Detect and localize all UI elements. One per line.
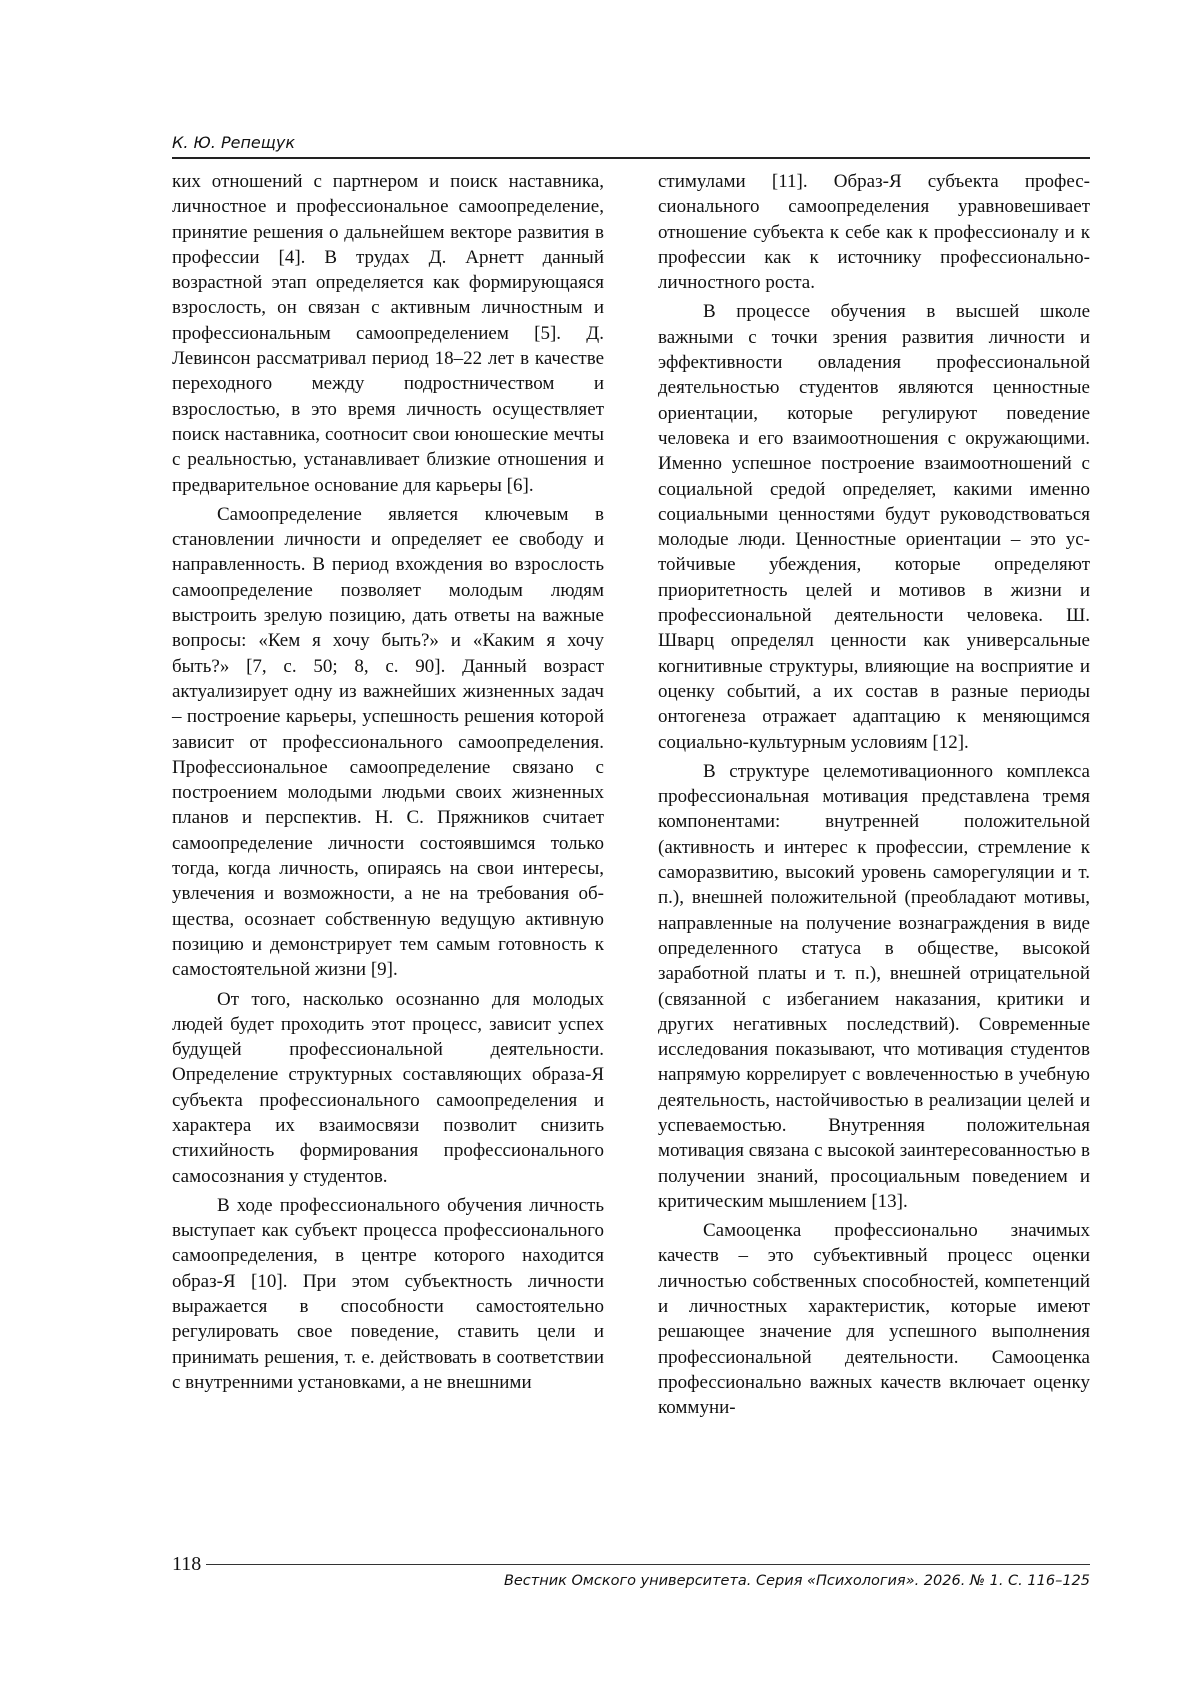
right-paragraph-3: В структуре целемотивационного комплекса профессиональная мотивация представлена тремя компонентами: внутренней положительной (активность и интерес к профессии, стремление к саморазвитию, высокий уровень саморегуляции и т. п.), внешней положительной (преобладают мотивы, направленные на получение вознаграждения в виде определенного статуса в обществе, высокой заработной платы и т. п.), внешней отрицательной (связанной с избеганием наказания, критики и других негативных последствий). Современные исследования показывают, что мотивация студентов напрямую коррелирует с вовлеченностью в учебную деятельность, настойчивостью в реализации целей и успеваемостью. Внутренняя положительная мотивация связана с высокой заинтересованностью в получении знаний, просоциальным поведением и критическим мышлением [13]. <box>658 760 1090 1212</box>
right-column <box>658 169 1090 1421</box>
left-paragraph-1: ких отношений с партнером и поиск наставника, личностное и профессиональное самоопределение, принятие решения о дальнейшем векторе развития в профессии [4]. В трудах Д. Арнетт данный возрастной этап определяется как формирующаяся взрослость, он связан с активным личностным и профессиональным самоопределением [5]. Д. Левинсон рассматривал период 18–22 лет в качестве переходного между подростничеством и взрослостью, в это время личность осуществляет поиск наставника, соотносит свои юношеские мечты с реальностью, устанавливает близкие отношения и предварительное основание для карьеры [6]. <box>172 171 604 496</box>
right-paragraph-1: стимулами [11]. Образ-Я субъекта профессионального самоопределения уравновешивает отношение субъекта к себе как к профессионалу и к профессии как к источнику профессионально-личностного роста. <box>658 171 1090 294</box>
page-number: 118 <box>172 1553 202 1575</box>
left-paragraph-3: От того, насколько осознанно для молодых людей будет проходить этот процесс, зависит успех будущей профессиональной деятельности. Определение структурных составляющих образа-Я субъекта профессионального самоопределения и характера их взаимосвязи позволит снизить стихийность формирования профессионального самосознания у студентов. <box>172 988 604 1187</box>
header-rule <box>172 157 1090 159</box>
right-paragraph-2: В процессе обучения в высшей школе важными с точки зрения развития личности и эффективности овладения профессиональной деятельностью студентов являются ценностные ориентации, которые регулируют поведение человека и его взаимоотношения с окружающими. Именно успешное построение взаимоотношений с социальной средой определяет, какими именно социальными ценностями будут руководствоваться молодые люди. Ценностные ориентации – это устойчивые убеждения, которые определяют приоритетность целей и мотивов в жизни и профессиональной деятельности человека. Ш. Шварц определял ценности как универсальные когнитивные структуры, влияющие на восприятие и оценку событий, а их состав в разные периоды онтогенеза отражает адаптацию к меняющимся социально-культурным условиям [12]. <box>658 301 1090 753</box>
footer-rule <box>206 1564 1090 1565</box>
right-paragraph-4: Самооценка профессионально значимых качеств – это субъективный процесс оценки личностью собственных способностей, компетенций и личностных характеристик, которые имеют решающее значение для успешного выполнения профессиональной деятельности. Самооценка профессионально важных качеств включает оценку коммуни- <box>658 1220 1090 1419</box>
left-paragraph-2: Самоопределение является ключевым в становлении личности и определяет ее свободу и направленность. В период вхождения во взрослость самоопределение позволяет молодым людям выстроить зрелую позицию, дать ответы на важные вопросы: «Кем я хочу быть?» и «Каким я хочу быть?» [7, с. 50; 8, с. 90]. Данный возраст актуализирует одну из важнейших жизненных задач – построение карьеры, успешность решения которой зависит от профессионального самоопределения. Профессиональное самоопределение связано с построением молодыми людьми своих жизненных планов и перспектив. Н. С. Пряжников считает самоопределение личности состоявшимся только тогда, когда личность, опираясь на свои интересы, увлечения и возможности, а не на требования общества, осознает собственную ведущую активную позицию и демонстрирует тем самым готовность к самостоятельной жизни [9]. <box>172 503 604 981</box>
journal-citation: Вестник Омского университета. Серия «Психология». 2026. № 1. С. 116–125 <box>503 1573 1090 1589</box>
running-header-author: К. Ю. Репещук <box>172 133 295 152</box>
left-column <box>172 169 604 1395</box>
left-paragraph-4: В ходе профессионального обучения личность выступает как субъект процесса профессионального самоопределения, в центре которого находится образ-Я [10]. При этом субъектность личности выражается в способности самостоятельно регулировать свое поведение, ставить цели и принимать решения, т. е. действовать в соответствии с внутренними установками, а не внешними <box>172 1194 604 1393</box>
